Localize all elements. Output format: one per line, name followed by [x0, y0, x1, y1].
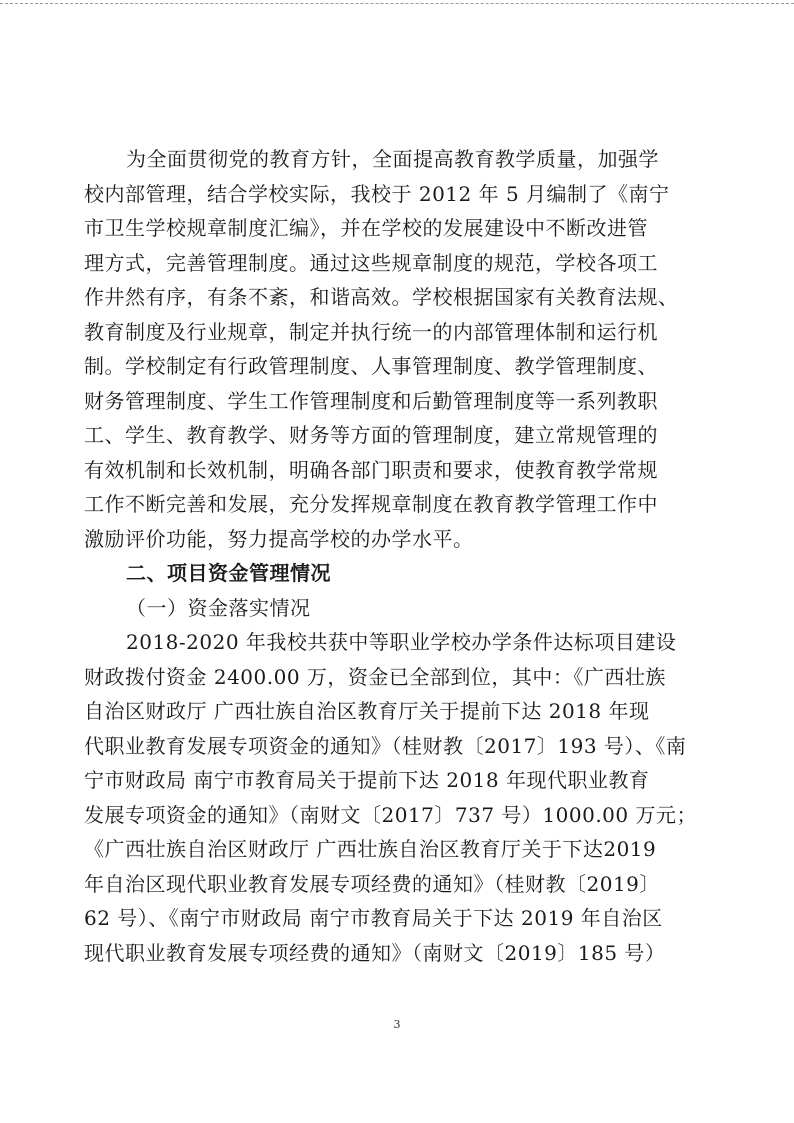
text-line: 2018-2020 年我校共获中等职业学校办学条件达标项目建设 — [126, 630, 677, 654]
text-line: 工作不断完善和发展，充分发挥规章制度在教育教学管理工作中 — [84, 492, 658, 516]
page-number: 3 — [393, 1018, 401, 1031]
text-line: 为全面贯彻党的教育方针，全面提高教育教学质量，加强学 — [126, 147, 659, 171]
text-line: 现代职业教育发展专项经费的通知》（南财文〔2019〕185 号） — [84, 940, 666, 965]
text-line: 代职业教育发展专项资金的通知》（桂财教〔2017〕193 号）、《南 — [84, 733, 687, 758]
text-line: 发展专项资金的通知》（南财文〔2017〕737 号）1000.00 万元； — [84, 802, 697, 827]
text-line: 校内部管理，结合学校实际，我校于 2012 年 5 月编制了《南宁 — [84, 181, 670, 206]
text-line: 年自治区现代职业教育发展专项经费的通知》（桂财教〔2019〕 — [84, 871, 660, 896]
text-line: 工、学生、教育教学、财务等方面的管理制度，建立常规管理的 — [84, 423, 658, 447]
text-line: 宁市财政局 南宁市教育局关于提前下达 2018 年现代职业教育 — [84, 768, 650, 792]
subsection-heading: （一）资金落实情况 — [126, 595, 311, 620]
text-line: 理方式，完善管理制度。通过这些规章制度的规范，学校各项工 — [84, 250, 658, 275]
text-line: 有效机制和长效机制，明确各部门职责和要求，使教育教学常规 — [84, 457, 658, 482]
scan-edge-line — [0, 3, 794, 4]
text-line: 作井然有序，有条不紊，和谐高效。学校根据国家有关教育法规、 — [84, 285, 679, 309]
paragraph-funds — [84, 625, 697, 970]
text-line: 自治区财政厅 广西壮族自治区教育厅关于提前下达 2018 年现 — [84, 699, 650, 723]
text-line: 62 号）、《南宁市财政局 南宁市教育局关于下达 2019 年自治区 — [84, 906, 663, 930]
text-line: 激励评价功能，努力提高学校的办学水平。 — [84, 526, 474, 551]
text-line: 财政拨付资金 2400.00 万，资金已全部到位，其中：《广西壮族 — [84, 664, 666, 689]
text-line: 市卫生学校规章制度汇编》，并在学校的发展建设中不断改进管 — [84, 216, 648, 240]
section-heading: 二、项目资金管理情况 — [126, 561, 331, 585]
document-body — [84, 142, 697, 970]
text-line: 制。学校制定有行政管理制度、人事管理制度、教学管理制度、 — [84, 354, 658, 378]
text-line: 教育制度及行业规章，制定并执行统一的内部管理体制和运行机 — [84, 319, 658, 344]
paragraph-intro — [84, 142, 684, 556]
text-line: 《广西壮族自治区财政厅 广西壮族自治区教育厅关于下达2019 — [84, 837, 657, 861]
text-line: 财务管理制度、学生工作管理制度和后勤管理制度等一系列教职 — [84, 388, 658, 413]
